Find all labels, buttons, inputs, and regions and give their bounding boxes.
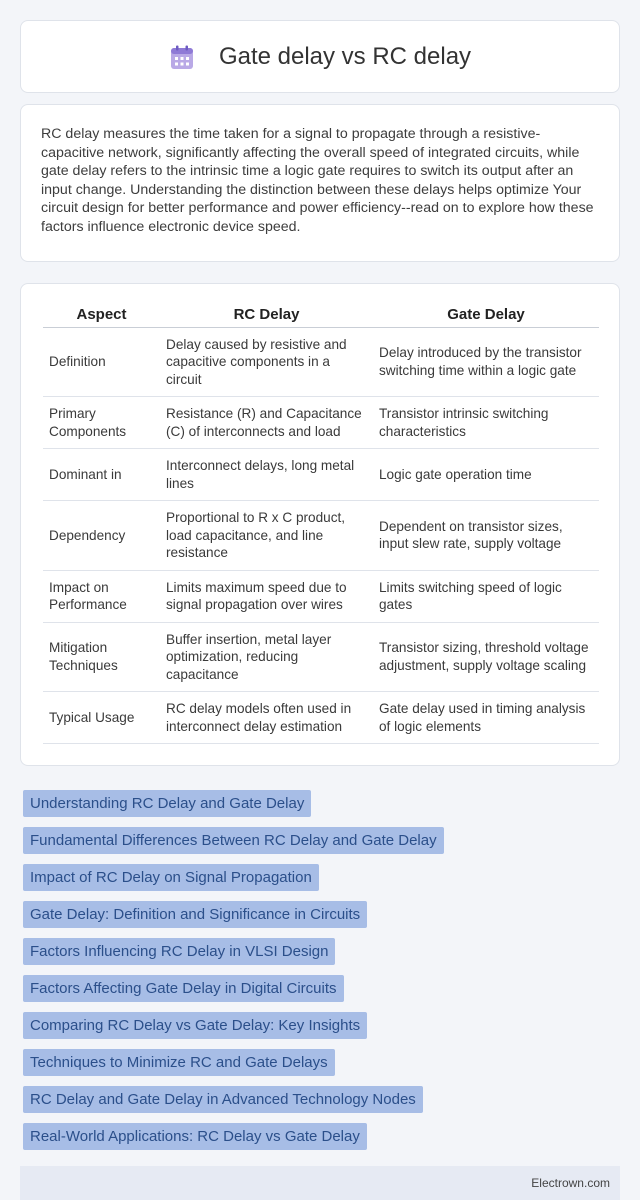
related-links (23, 790, 444, 1160)
table-row (43, 622, 599, 692)
link-understanding[interactable]: Understanding RC Delay and Gate Delay (23, 790, 311, 817)
cell-gate-delay: Transistor intrinsic switching characteristics (373, 397, 599, 449)
cell-rc-delay: RC delay models often used in interconnect delay estimation (160, 692, 373, 744)
intro-card (20, 104, 620, 262)
cell-gate-delay: Logic gate operation time (373, 449, 599, 501)
cell-aspect: Primary Components (43, 397, 160, 449)
intro-text: RC delay measures the time taken for a signal to propagate through a resistive-capacitive network, significantly affecting the overall speed of integrated circuits, while gate delay refers to the intrinsic time a logic gate requires to switch its output after an input change. Understanding the distinction between these delays helps optimize Your circuit design for better performance and power efficiency--read on to explore how these factors influence electronic device speed. (41, 126, 594, 235)
cell-aspect: Dependency (43, 501, 160, 571)
comparison-table (43, 302, 599, 744)
header-gate-delay: Gate Delay (373, 302, 599, 327)
calendar-grid-icon (169, 45, 195, 71)
cell-rc-delay: Delay caused by resistive and capacitive components in a circuit (160, 327, 373, 397)
table-row (43, 570, 599, 622)
link-fundamental-differences[interactable]: Fundamental Differences Between RC Delay and Gate Delay (23, 827, 444, 854)
header-aspect: Aspect (43, 302, 160, 327)
footer-site: Electrown.com (531, 1176, 610, 1190)
table-row (43, 327, 599, 397)
cell-gate-delay: Gate delay used in timing analysis of logic elements (373, 692, 599, 744)
cell-rc-delay: Proportional to R x C product, load capacitance, and line resistance (160, 501, 373, 571)
header-rc-delay: RC Delay (160, 302, 373, 327)
cell-aspect: Mitigation Techniques (43, 622, 160, 692)
cell-rc-delay: Buffer insertion, metal layer optimization, reducing capacitance (160, 622, 373, 692)
page-title: Gate delay vs RC delay (218, 42, 472, 70)
link-advanced-nodes[interactable]: RC Delay and Gate Delay in Advanced Technology Nodes (23, 1086, 423, 1113)
footer (20, 1166, 620, 1200)
cell-rc-delay: Interconnect delays, long metal lines (160, 449, 373, 501)
cell-rc-delay: Limits maximum speed due to signal propagation over wires (160, 570, 373, 622)
cell-aspect: Dominant in (43, 449, 160, 501)
cell-gate-delay: Dependent on transistor sizes, input slew rate, supply voltage (373, 501, 599, 571)
link-techniques[interactable]: Techniques to Minimize RC and Gate Delays (23, 1049, 335, 1076)
table-row (43, 692, 599, 744)
cell-aspect: Definition (43, 327, 160, 397)
table-row (43, 449, 599, 501)
table-row (43, 501, 599, 571)
link-factors-gate-delay[interactable]: Factors Affecting Gate Delay in Digital Circuits (23, 975, 344, 1002)
link-comparing[interactable]: Comparing RC Delay vs Gate Delay: Key Insights (23, 1012, 367, 1039)
cell-gate-delay: Limits switching speed of logic gates (373, 570, 599, 622)
link-impact-rc-delay[interactable]: Impact of RC Delay on Signal Propagation (23, 864, 319, 891)
cell-gate-delay: Transistor sizing, threshold voltage adjustment, supply voltage scaling (373, 622, 599, 692)
link-factors-rc-delay[interactable]: Factors Influencing RC Delay in VLSI Design (23, 938, 335, 965)
link-real-world[interactable]: Real-World Applications: RC Delay vs Gate Delay (23, 1123, 367, 1150)
table-header-row (43, 302, 599, 327)
cell-aspect: Impact on Performance (43, 570, 160, 622)
title-card (20, 20, 620, 93)
cell-rc-delay: Resistance (R) and Capacitance (C) of interconnects and load (160, 397, 373, 449)
table-row (43, 397, 599, 449)
link-gate-delay-definition[interactable]: Gate Delay: Definition and Significance in Circuits (23, 901, 367, 928)
comparison-table-card (20, 283, 620, 766)
cell-gate-delay: Delay introduced by the transistor switching time within a logic gate (373, 327, 599, 397)
cell-aspect: Typical Usage (43, 692, 160, 744)
